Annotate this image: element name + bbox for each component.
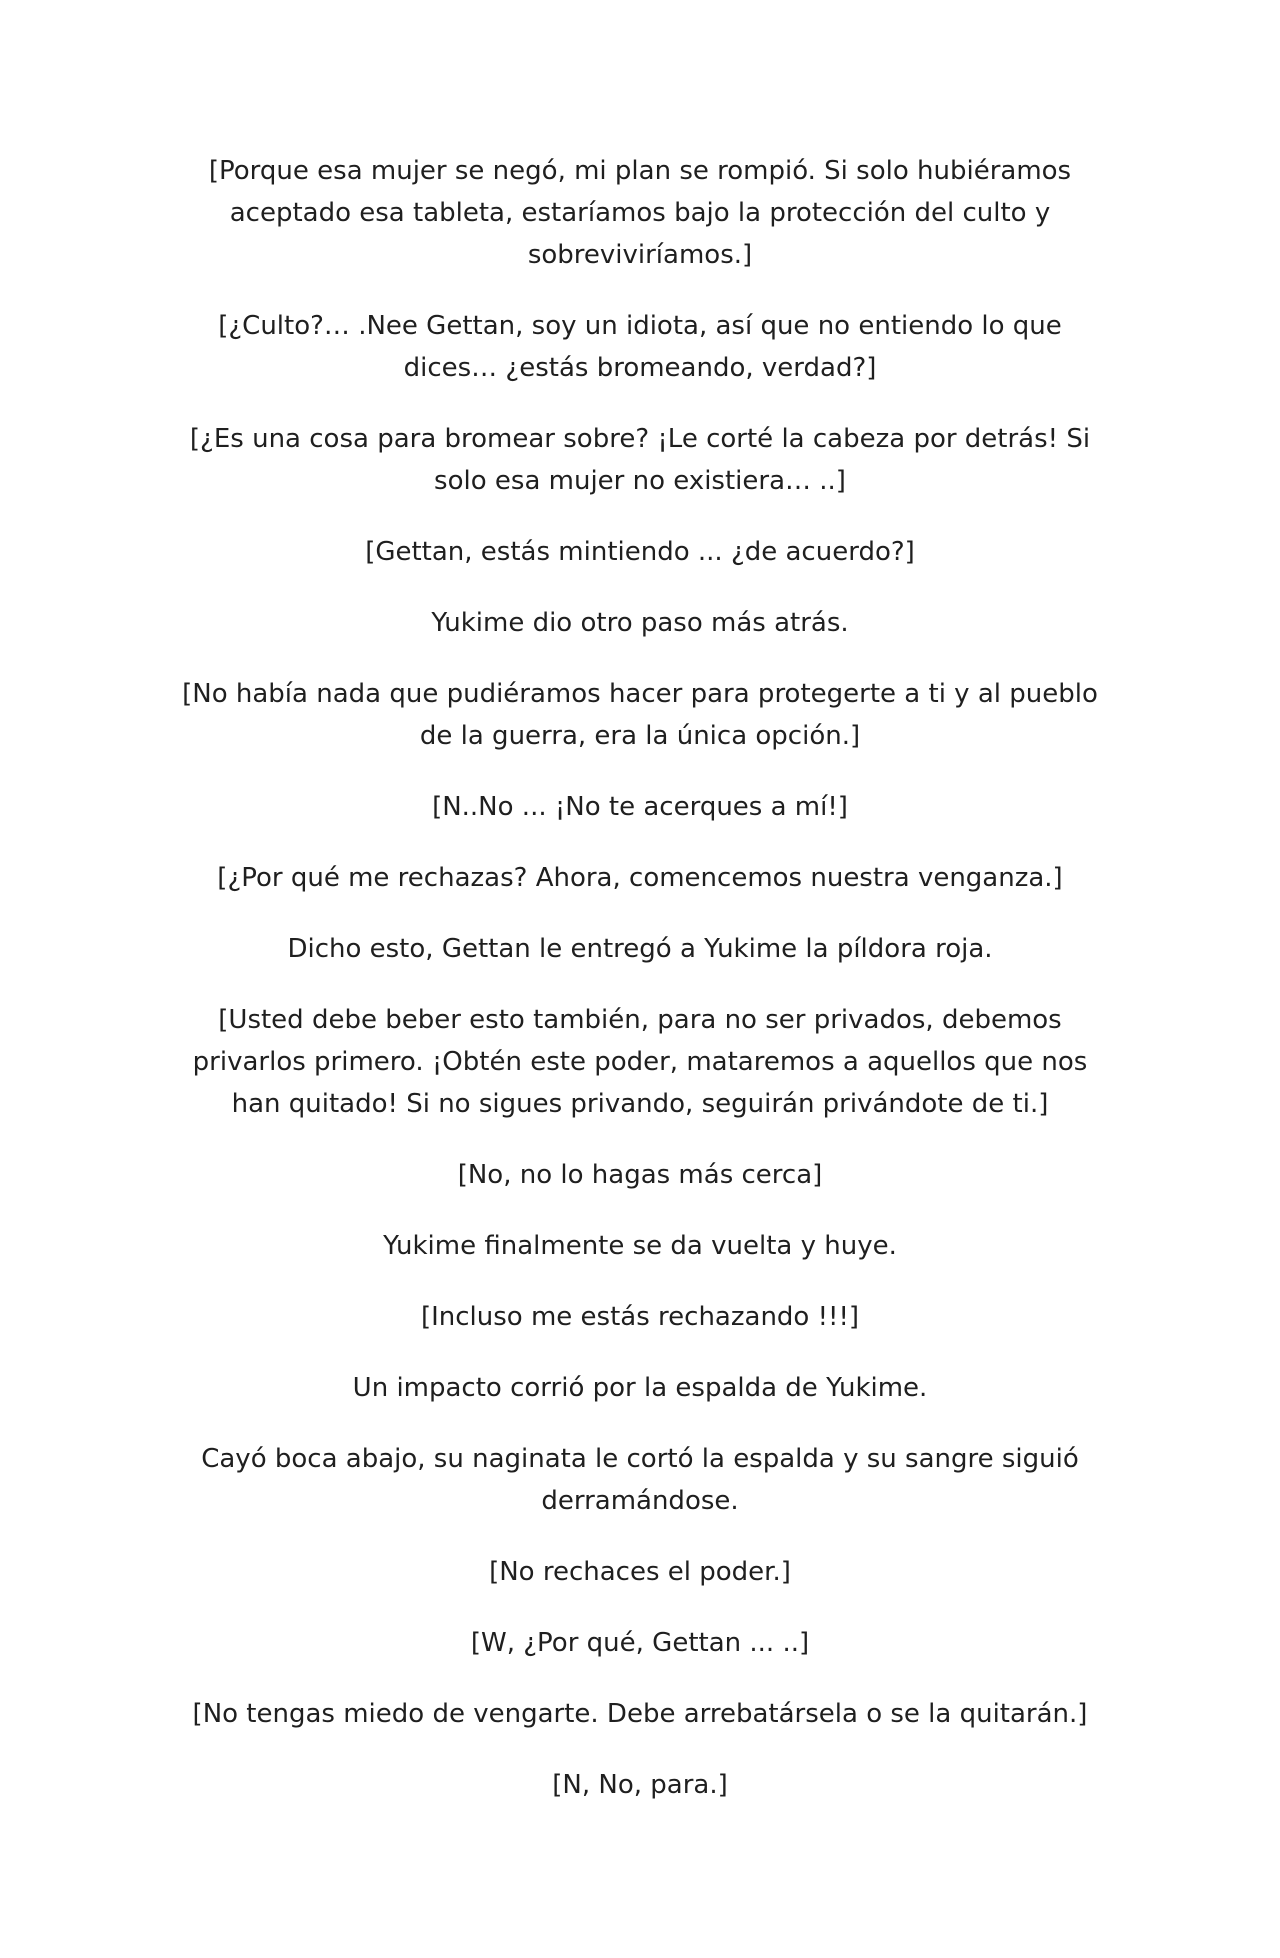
- paragraph: [W, ¿Por qué, Gettan ... ..]: [470, 1628, 810, 1658]
- paragraph: Dicho esto, Gettan le entregó a Yukime la píldora roja.: [287, 934, 993, 964]
- paragraph: [N, No, para.]: [552, 1770, 728, 1800]
- paragraph: [Porque esa mujer se negó, mi plan se rompió. Si solo hubiéramos aceptado esa tableta, estaríamos bajo la protección del culto y sobreviviríamos.]: [208, 156, 1072, 270]
- paragraph: [¿Por qué me rechazas? Ahora, comencemos nuestra venganza.]: [217, 863, 1063, 893]
- text-body: [170, 150, 1110, 1806]
- paragraph: [Gettan, estás mintiendo ... ¿de acuerdo?]: [365, 537, 915, 567]
- paragraph: Yukime finalmente se da vuelta y huye.: [383, 1231, 897, 1261]
- paragraph: [Incluso me estás rechazando !!!]: [420, 1302, 860, 1332]
- paragraph: Un impacto corrió por la espalda de Yukime.: [352, 1373, 928, 1403]
- paragraph: [No rechaces el poder.]: [489, 1557, 791, 1587]
- paragraph: [Usted debe beber esto también, para no ser privados, debemos privarlos primero. ¡Obtén este poder, mataremos a aquellos que nos han quitado! Si no sigues privando, seguirán privándote de ti.]: [192, 1005, 1088, 1119]
- paragraph: [¿Es una cosa para bromear sobre? ¡Le corté la cabeza por detrás! Si solo esa mujer no existiera… ..]: [189, 424, 1091, 496]
- paragraph: [N..No ... ¡No te acerques a mí!]: [432, 792, 848, 822]
- paragraph: Yukime dio otro paso más atrás.: [431, 608, 849, 638]
- paragraph: [¿Culto?… .Nee Gettan, soy un idiota, así que no entiendo lo que dices… ¿estás bromeando, verdad?]: [218, 311, 1062, 383]
- paragraph: [No tengas miedo de vengarte. Debe arrebatársela o se la quitarán.]: [192, 1699, 1088, 1729]
- paragraph: [No había nada que pudiéramos hacer para protegerte a ti y al pueblo de la guerra, era la única opción.]: [182, 679, 1098, 751]
- paragraph: [No, no lo hagas más cerca]: [457, 1160, 823, 1190]
- paragraph: Cayó boca abajo, su naginata le cortó la espalda y su sangre siguió derramándose.: [201, 1444, 1079, 1516]
